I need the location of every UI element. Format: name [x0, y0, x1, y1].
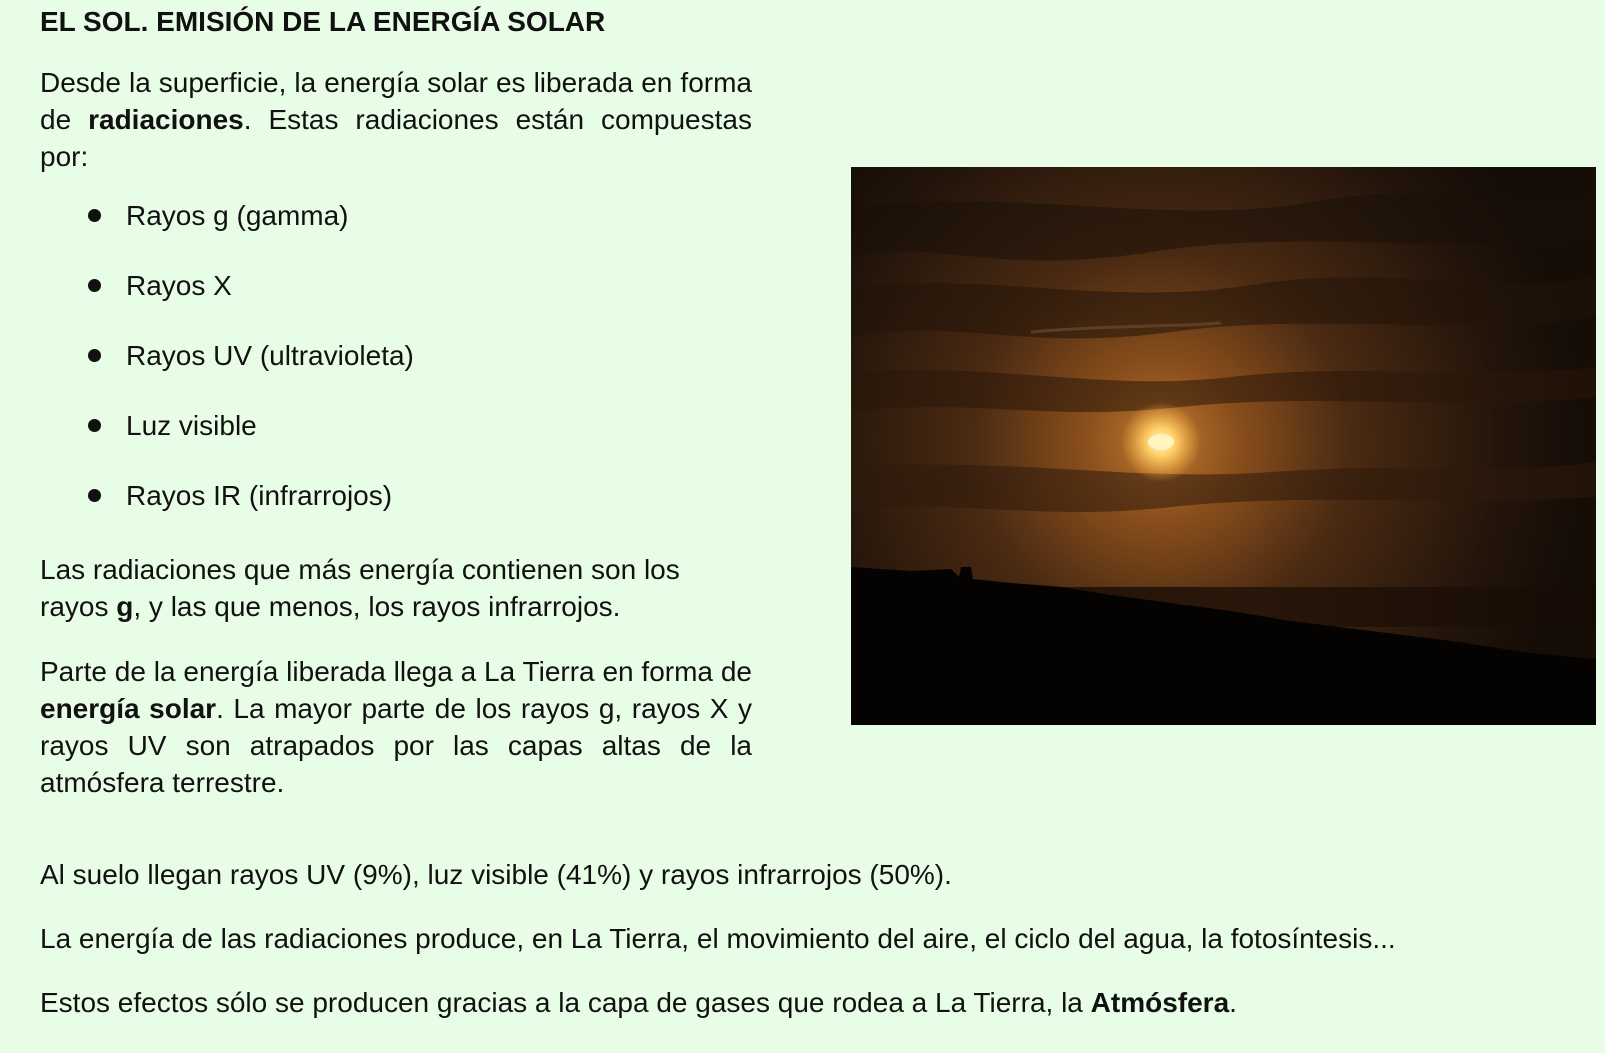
parte-text-after: . La mayor parte de los rayos g, rayos X y rayos UV son atrapados por las capas altas de la atmósfera terrestre.	[40, 693, 752, 798]
atmosphere-paragraph	[40, 984, 1237, 1021]
list-item-label: Rayos IR (infrarrojos)	[126, 480, 393, 511]
intro-text-after: . Estas radiaciones están compuestas por:	[40, 104, 752, 172]
energy-text-after: , y las que menos, los rayos infrarrojos.	[133, 591, 621, 622]
page-title: EL SOL. EMISIÓN DE LA ENERGÍA SOLAR	[40, 6, 606, 37]
sun-disc	[1148, 434, 1174, 450]
energy-paragraph	[40, 551, 752, 625]
list-item	[40, 477, 752, 547]
list-item	[40, 407, 752, 477]
energy-text-before: Las radiaciones que más energía contienen son los rayos	[40, 554, 680, 622]
parte-bold-term: energía solar	[40, 693, 217, 724]
effects-paragraph: La energía de las radiaciones produce, en La Tierra, el movimiento del aire, el ciclo del agua, la fotosíntesis...	[40, 923, 1396, 954]
atmosphere-bold-term: Atmósfera	[1090, 987, 1230, 1018]
list-item	[40, 337, 752, 407]
sunset-illustration	[851, 167, 1596, 725]
parte-paragraph	[40, 653, 752, 801]
energy-bold-term: g	[116, 591, 134, 622]
intro-bold-term: radiaciones	[88, 104, 244, 135]
list-item-label: Rayos g (gamma)	[126, 200, 349, 231]
list-item-label: Rayos UV (ultravioleta)	[126, 340, 414, 371]
suelo-paragraph: Al suelo llegan rayos UV (9%), luz visible (41%) y rayos infrarrojos (50%).	[40, 859, 952, 890]
list-item-label: Rayos X	[126, 270, 232, 301]
bullet-icon	[88, 349, 101, 362]
intro-paragraph	[40, 64, 752, 175]
list-item-label: Luz visible	[126, 410, 257, 441]
list-item	[40, 267, 752, 337]
main-text-column	[40, 64, 752, 801]
bullet-icon	[88, 209, 101, 222]
bullet-icon	[88, 419, 101, 432]
atmosphere-text-after: .	[1229, 987, 1237, 1018]
bullet-icon	[88, 279, 101, 292]
sunset-photo	[851, 167, 1596, 725]
parte-text-before: Parte de la energía liberada llega a La Tierra en forma de	[40, 656, 752, 687]
list-item	[40, 197, 752, 267]
intro-text-before: Desde la superficie, la energía solar es liberada en forma de	[40, 67, 752, 135]
bullet-icon	[88, 489, 101, 502]
radiation-list	[40, 197, 752, 547]
atmosphere-text-before: Estos efectos sólo se producen gracias a la capa de gases que rodea a La Tierra, la	[40, 987, 1091, 1018]
